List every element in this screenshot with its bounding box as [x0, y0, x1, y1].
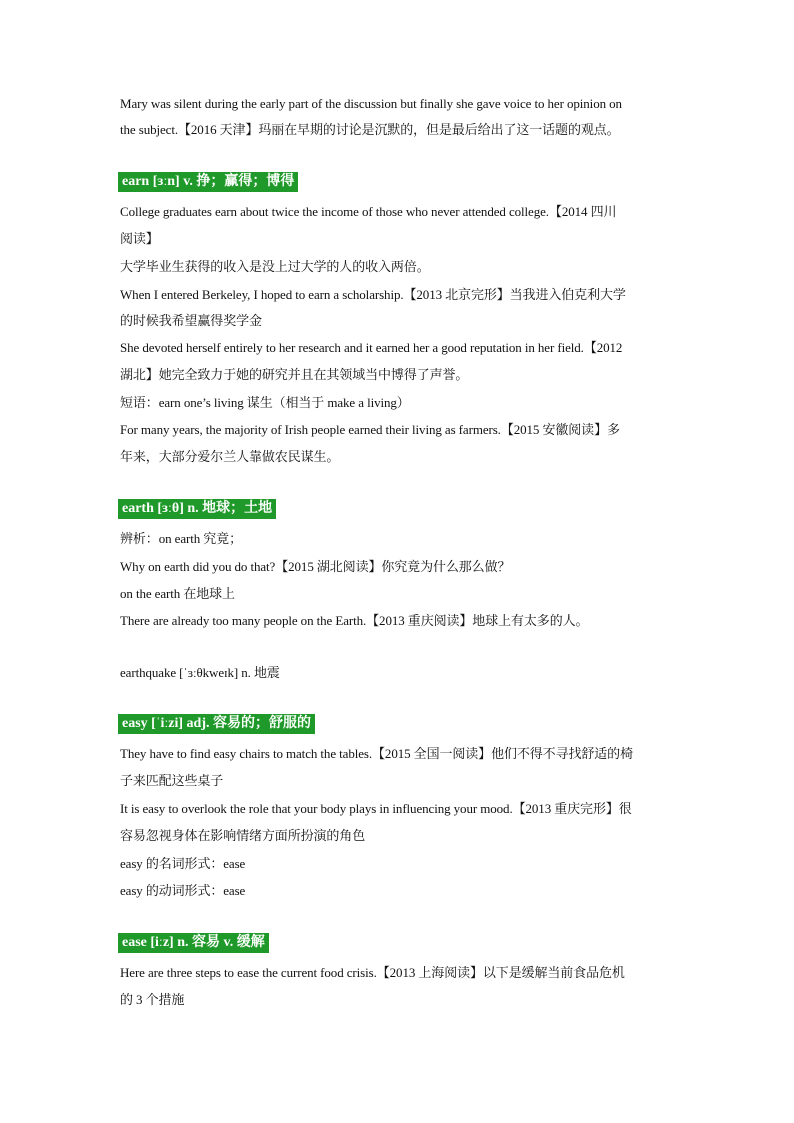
entry-heading-earth: earth [ɜːθ] n. 地球；土地: [118, 499, 276, 519]
earth-line: Why on earth did you do that?【2015 湖北阅读】你究竟为什么那么做？: [120, 559, 511, 574]
earn-line: College graduates earn about twice the income of those who never attended college.【2014 四川: [120, 204, 617, 219]
earth-line: 辨析：on earth 究竟；: [120, 531, 242, 546]
earn-line: She devoted herself entirely to her research and it earned her a good reputation in her field.【2012: [120, 340, 623, 355]
easy-line: easy 的动词形式：ease: [120, 883, 246, 898]
entry-heading-easy: easy [ˈiːzi] adj. 容易的；舒服的: [118, 714, 315, 734]
earn-line: 的时候我希望赢得奖学金: [120, 313, 262, 328]
earn-line: When I entered Berkeley, I hoped to earn a scholarship.【2013 北京完形】当我进入伯克利大学: [120, 287, 626, 302]
easy-line: 容易忽视身体在影响情绪方面所扮演的角色: [120, 828, 366, 843]
earn-line: 湖北】她完全致力于她的研究并且在其领域当中博得了声誉。: [120, 367, 469, 382]
easy-line: 子来匹配这些桌子: [120, 773, 224, 788]
earn-line: 短语：earn one’s living 谋生（相当于 make a living）: [120, 395, 410, 410]
earn-line: 大学毕业生获得的收入是没上过大学的人的收入两倍。: [120, 259, 430, 274]
earn-line: For many years, the majority of Irish people earned their living as farmers.【2015 安徽阅读】多: [120, 422, 620, 437]
earn-line: 年来，大部分爱尔兰人靠做农民谋生。: [120, 449, 340, 464]
easy-line: easy 的名词形式：ease: [120, 856, 246, 871]
earn-line: 阅读】: [120, 231, 159, 246]
earthquake-line: earthquake [ˈɜːθkweɪk] n. 地震: [120, 665, 280, 680]
ease-line: Here are three steps to ease the current food crisis.【2013 上海阅读】以下是缓解当前食品危机: [120, 965, 625, 980]
intro-line-1: Mary was silent during the early part of the discussion but finally she gave voice to her opinion on: [120, 96, 622, 111]
easy-line: It is easy to overlook the role that your body plays in influencing your mood.【2013 重庆完形】很: [120, 801, 632, 816]
earth-line: on the earth 在地球上: [120, 586, 235, 601]
easy-line: They have to find easy chairs to match the tables.【2015 全国一阅读】他们不得不寻找舒适的椅: [120, 746, 633, 761]
ease-line: 的 3 个措施: [120, 992, 185, 1007]
entry-heading-earn: earn [ɜːn] v. 挣；赢得；博得: [118, 172, 298, 192]
intro-line-2: the subject.【2016 天津】玛丽在早期的讨论是沉默的，但是最后给出了这一话题的观点。: [120, 122, 620, 137]
entry-heading-ease: ease [iːz] n. 容易 v. 缓解: [118, 933, 269, 953]
earth-line: There are already too many people on the Earth.【2013 重庆阅读】地球上有太多的人。: [120, 613, 589, 628]
